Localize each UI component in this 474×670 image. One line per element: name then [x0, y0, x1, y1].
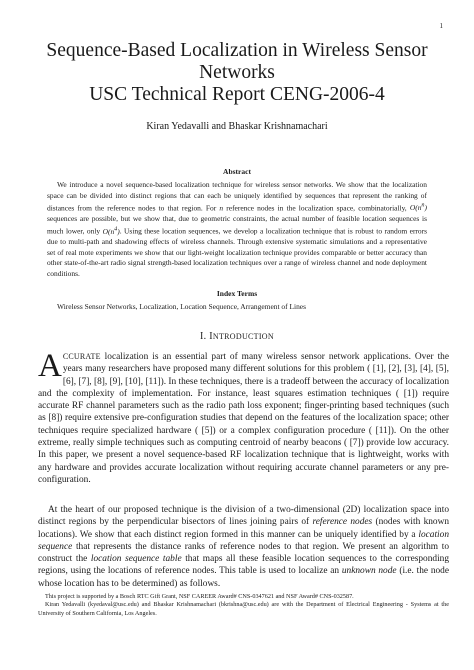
footnote-funding: This project is supported by a Bosch RTC Gift Grant, NSF CAREER Award# CNS-0347621 and NSF Award# CNS-032587.	[45, 593, 354, 600]
index-terms-text: Wireless Sensor Networks, Localization, Location Sequence, Arrangement of Lines	[57, 302, 306, 311]
footnotes	[38, 593, 449, 618]
paper-title	[20, 40, 454, 106]
section-heading-introduction: I. INTRODUCTION	[200, 331, 274, 342]
abstract-text-3: sequences are possible, but we show that, due to geometric constraints, the actual number of feasible location sequences is much lower, only	[47, 213, 427, 236]
math-o-n-4: $O(n^4)$	[102, 225, 120, 236]
abstract-heading: Abstract	[223, 167, 251, 176]
abstract-body	[47, 180, 427, 279]
index-terms-heading: Index Terms	[216, 289, 258, 298]
authors: Kiran Yedavalli and Bhaskar Krishnamachari	[146, 121, 328, 132]
abstract-text-4: . Using these location sequences, we develop a localization technique that is robust to random errors due to multi-path and shadowing effects of wireless channels. Through extensive systematic simulations and a representative set of real mote experiments we show that our light-weight localization technique provides comparable or better accuracy than other state-of-the-art radio signal strength-based localization techniques over a range of wireless channel and node deployment conditions.	[47, 226, 427, 278]
introduction-paragraph-2: At the heart of our proposed technique is the division of a two-dimensional (2D) localization space into distinct regions by the perpendicular bisectors of lines joining pairs of reference nodes (nodes with known locations). We show that each distinct region formed in this manner can be uniquely identified by a location sequence that represents the distance ranks of reference nodes to that region. We present an algorithm to construct the location sequence table that maps all these feasible location sequences to the corresponding regions, using the locations of reference nodes. This table is used to localize an unknown node (i.e. the node whose location has to be determined) as follows.	[38, 505, 450, 589]
title-line-2: Networks	[199, 62, 275, 83]
introduction-paragraph-1: ACCURATE localization is an essential part of many wireless sensor network applications. Over the years many researchers have proposed many different solutions for this problem ( [1], [2], [3], [4], [5], [6], [7], [8], [9], [10], [11]). In these techniques, there is a tradeoff between the accuracy of localization and the complexity of implementation. For instance, least squares estimation techniques ( [1]) require accurate RF channel parameters such as the radio path loss exponent; finger-printing based techniques (such as [8]) require extensive pre-configuration studies that depend on the features of the localization space; other techniques require specialized hardware ( [5]) or a complex configuration procedure ( [11]). On the other extreme, really simple techniques such as computing centroid of nearby beacons ( [7]) provide low accuracy. In this paper, we present a novel sequence-based RF localization technique that is lightweight, works with any hardware and provides accurate localization without requiring accurate channel parameters or any pre-configuration.	[38, 348, 449, 485]
drop-cap: A	[38, 348, 62, 384]
title-line-3: USC Technical Report CENG-2006-4	[89, 84, 385, 105]
footnote-affiliation: Kiran Yedavalli (kyedaval@usc.edu) and Bhaskar Krishnamachari (bkrishna@usc.edu) are with the Department of Electrical Engineering - Systems at the University of Southern California, Los Angeles.	[38, 601, 449, 617]
math-n: n	[219, 203, 224, 213]
page-number: 1	[439, 22, 443, 30]
abstract-text-1: We introduce a novel sequence-based localization technique for wireless sensor networks. We show that the localization space can be divided into distinct regions that can each be uniquely identified by sequences that represent the ranking of distances from the reference nodes to that region. For	[47, 180, 427, 213]
title-line-1: Sequence-Based Localization in Wireless Sensor	[46, 40, 428, 61]
abstract-text-2: reference nodes in the localization space, combinatorially,	[223, 203, 410, 213]
math-o-n-n: $O(n^n)$	[409, 202, 427, 213]
